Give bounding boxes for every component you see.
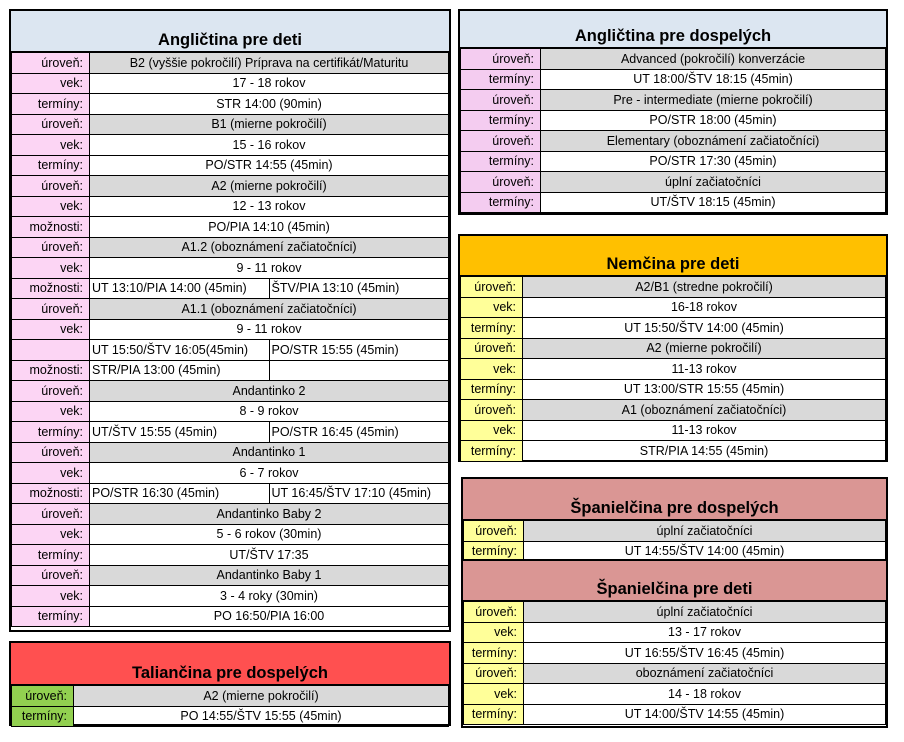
- table-row: [464, 602, 886, 623]
- nemcina-deti-table: [460, 276, 886, 462]
- row-label: úroveň:: [461, 338, 523, 359]
- table-row: [12, 135, 449, 156]
- table-row: [461, 379, 886, 400]
- row-label: termíny:: [461, 192, 541, 213]
- schedule-option-left: UT 13:10/PIA 14:00 (45min): [90, 278, 270, 299]
- row-label: termíny:: [461, 379, 523, 400]
- row-label: úroveň:: [461, 131, 541, 152]
- table-row: [464, 704, 886, 725]
- row-label: termíny:: [461, 318, 523, 339]
- value-cell: STR 14:00 (90min): [90, 94, 449, 115]
- row-label: vek:: [12, 196, 90, 217]
- row-label: vek:: [464, 684, 524, 705]
- level-cell: A2 (mierne pokročilí): [523, 338, 886, 359]
- table-row: [461, 400, 886, 421]
- value-cell: PO/PIA 14:10 (45min): [90, 217, 449, 238]
- value-cell: 12 - 13 rokov: [90, 196, 449, 217]
- value-cell: PO 16:50/PIA 16:00: [90, 606, 449, 627]
- table-row: [12, 73, 449, 94]
- row-label: termíny:: [461, 110, 541, 131]
- row-label: vek:: [461, 420, 523, 441]
- row-label: vek:: [12, 135, 90, 156]
- row-label: úroveň:: [12, 686, 74, 707]
- table-row: [12, 565, 449, 586]
- value-cell: 11-13 rokov: [523, 359, 886, 380]
- schedule-option-left: UT/ŠTV 15:55 (45min): [90, 422, 270, 443]
- level-cell: B1 (mierne pokročilí): [90, 114, 449, 135]
- row-label: možnosti:: [12, 278, 90, 299]
- anglictina-deti-panel: [9, 9, 451, 632]
- row-label: úroveň:: [12, 442, 90, 463]
- row-label: vek:: [12, 73, 90, 94]
- anglictina-dospelych-table: [460, 48, 886, 213]
- row-label: úroveň:: [461, 400, 523, 421]
- table-row: [464, 622, 886, 643]
- value-cell: UT/ŠTV 17:35: [90, 545, 449, 566]
- table-row: [464, 521, 886, 542]
- row-label: možnosti:: [12, 360, 90, 381]
- row-label: termíny:: [12, 706, 74, 727]
- value-cell: UT 15:50/ŠTV 14:00 (45min): [523, 318, 886, 339]
- table-row: [461, 172, 886, 193]
- row-label: termíny:: [12, 606, 90, 627]
- row-label: úroveň:: [12, 381, 90, 402]
- table-row: [12, 217, 449, 238]
- taliancina-dospelych-panel: [9, 641, 451, 726]
- table-row: [12, 53, 449, 74]
- row-label: vek:: [12, 463, 90, 484]
- row-label: úroveň:: [461, 90, 541, 111]
- row-label: vek:: [12, 401, 90, 422]
- spanielcina-dospelych-panel: [461, 477, 888, 561]
- level-cell: Elementary (oboznámení začiatočníci): [541, 131, 886, 152]
- value-cell: 5 - 6 rokov (30min): [90, 524, 449, 545]
- row-label: termíny:: [461, 151, 541, 172]
- table-row: [12, 360, 449, 381]
- table-row: [461, 318, 886, 339]
- schedule-option-left: UT 15:50/ŠTV 16:05(45min): [90, 340, 270, 361]
- table-row: [461, 69, 886, 90]
- level-cell: Andantinko Baby 1: [90, 565, 449, 586]
- table-row: [461, 359, 886, 380]
- value-cell: 11-13 rokov: [523, 420, 886, 441]
- table-row: [461, 297, 886, 318]
- level-cell: A2/B1 (stredne pokročilí): [523, 277, 886, 298]
- row-label: úroveň:: [12, 565, 90, 586]
- value-cell: 15 - 16 rokov: [90, 135, 449, 156]
- row-label: úroveň:: [12, 504, 90, 525]
- taliancina-dospelych-title: Taliančina pre dospelých: [11, 643, 449, 685]
- nemcina-deti-title: Nemčina pre deti: [460, 236, 886, 276]
- schedule-option-left: PO/STR 16:30 (45min): [90, 483, 270, 504]
- level-cell: Andantinko 2: [90, 381, 449, 402]
- row-label: úroveň:: [461, 49, 541, 70]
- table-row: [12, 422, 449, 443]
- level-cell: A1.2 (oboznámení začiatočníci): [90, 237, 449, 258]
- row-label: úroveň:: [461, 172, 541, 193]
- row-label: možnosti:: [12, 483, 90, 504]
- row-label: termíny:: [464, 704, 524, 725]
- row-label: vek:: [12, 319, 90, 340]
- spanielcina-deti-panel: [461, 559, 888, 728]
- row-label: vek:: [12, 586, 90, 607]
- value-cell: PO/STR 17:30 (45min): [541, 151, 886, 172]
- value-cell: UT 18:00/ŠTV 18:15 (45min): [541, 69, 886, 90]
- value-cell: 8 - 9 rokov: [90, 401, 449, 422]
- table-row: [464, 663, 886, 684]
- value-cell: UT/ŠTV 18:15 (45min): [541, 192, 886, 213]
- table-row: [12, 381, 449, 402]
- value-cell: UT 14:00/ŠTV 14:55 (45min): [524, 704, 886, 725]
- row-label: úroveň:: [12, 299, 90, 320]
- level-cell: oboznámení začiatočníci: [524, 663, 886, 684]
- row-label: termíny:: [464, 643, 524, 664]
- table-row: [12, 114, 449, 135]
- table-row: [464, 643, 886, 664]
- table-row: [12, 176, 449, 197]
- schedule-option-right: PO/STR 15:55 (45min): [269, 340, 449, 361]
- table-row: [12, 196, 449, 217]
- row-label: úroveň:: [12, 114, 90, 135]
- value-cell: 17 - 18 rokov: [90, 73, 449, 94]
- value-cell: 3 - 4 roky (30min): [90, 586, 449, 607]
- table-row: [464, 684, 886, 705]
- schedule-option-right: [269, 360, 449, 381]
- table-row: [12, 340, 449, 361]
- anglictina-dospelych-title: Angličtina pre dospelých: [460, 11, 886, 48]
- value-cell: 6 - 7 rokov: [90, 463, 449, 484]
- row-label: úroveň:: [464, 602, 524, 623]
- row-label: termíny:: [464, 541, 524, 562]
- table-row: [12, 524, 449, 545]
- table-row: [461, 277, 886, 298]
- table-row: [12, 545, 449, 566]
- spanielcina-dospelych-table: [463, 520, 886, 562]
- spanielcina-deti-title: Španielčina pre deti: [463, 561, 886, 601]
- value-cell: 9 - 11 rokov: [90, 319, 449, 340]
- table-row: [12, 94, 449, 115]
- table-row: [461, 151, 886, 172]
- row-label: úroveň:: [12, 53, 90, 74]
- value-cell: UT 16:55/ŠTV 16:45 (45min): [524, 643, 886, 664]
- table-row: [461, 441, 886, 462]
- table-row: [12, 606, 449, 627]
- row-label: termíny:: [12, 155, 90, 176]
- table-row: [12, 586, 449, 607]
- spanielcina-deti-table: [463, 601, 886, 725]
- table-row: [12, 504, 449, 525]
- level-cell: Advanced (pokročilí) konverzácie: [541, 49, 886, 70]
- table-row: [461, 110, 886, 131]
- row-label: úroveň:: [12, 176, 90, 197]
- table-row: [461, 49, 886, 70]
- level-cell: úplní začiatočníci: [524, 521, 886, 542]
- table-row: [12, 401, 449, 422]
- row-label: možnosti:: [12, 217, 90, 238]
- schedule-option-left: STR/PIA 13:00 (45min): [90, 360, 270, 381]
- table-row: [12, 237, 449, 258]
- row-label: termíny:: [12, 422, 90, 443]
- row-label: úroveň:: [464, 521, 524, 542]
- table-row: [12, 299, 449, 320]
- anglictina-dospelych-panel: [458, 9, 888, 215]
- spanielcina-dospelych-title: Španielčina pre dospelých: [463, 479, 886, 520]
- value-cell: PO/STR 14:55 (45min): [90, 155, 449, 176]
- level-cell: úplní začiatočníci: [541, 172, 886, 193]
- level-cell: Andantinko Baby 2: [90, 504, 449, 525]
- row-label: vek:: [12, 258, 90, 279]
- table-row: [461, 131, 886, 152]
- row-label: vek:: [461, 297, 523, 318]
- row-label: termíny:: [461, 441, 523, 462]
- table-row: [12, 278, 449, 299]
- row-label: vek:: [461, 359, 523, 380]
- table-row: [461, 192, 886, 213]
- schedule-option-right: UT 16:45/ŠTV 17:10 (45min): [269, 483, 449, 504]
- row-label: termíny:: [12, 94, 90, 115]
- value-cell: 13 - 17 rokov: [524, 622, 886, 643]
- level-cell: A2 (mierne pokročilí): [90, 176, 449, 197]
- table-row: [12, 483, 449, 504]
- value-cell: 9 - 11 rokov: [90, 258, 449, 279]
- value-cell: UT 13:00/STR 15:55 (45min): [523, 379, 886, 400]
- row-label: termíny:: [461, 69, 541, 90]
- value-cell: 16-18 rokov: [523, 297, 886, 318]
- schedule-option-right: ŠTV/PIA 13:10 (45min): [269, 278, 449, 299]
- schedule-option-right: PO/STR 16:45 (45min): [269, 422, 449, 443]
- table-row: [12, 686, 449, 707]
- row-label: úroveň:: [461, 277, 523, 298]
- anglictina-deti-table: [11, 52, 449, 627]
- row-label: vek:: [12, 524, 90, 545]
- value-cell: PO/STR 18:00 (45min): [541, 110, 886, 131]
- table-row: [461, 420, 886, 441]
- row-label: termíny:: [12, 545, 90, 566]
- level-cell: úplní začiatočníci: [524, 602, 886, 623]
- nemcina-deti-panel: [458, 234, 888, 462]
- table-row: [461, 90, 886, 111]
- level-cell: A1 (oboznámení začiatočníci): [523, 400, 886, 421]
- level-cell: B2 (vyššie pokročilí) Príprava na certifikát/Maturitu: [90, 53, 449, 74]
- level-cell: A1.1 (oboznámení začiatočníci): [90, 299, 449, 320]
- row-label: úroveň:: [464, 663, 524, 684]
- row-label: úroveň:: [12, 237, 90, 258]
- value-cell: 14 - 18 rokov: [524, 684, 886, 705]
- row-label: vek:: [464, 622, 524, 643]
- level-cell: A2 (mierne pokročilí): [74, 686, 449, 707]
- value-cell: PO 14:55/ŠTV 15:55 (45min): [74, 706, 449, 727]
- value-cell: UT 14:55/ŠTV 14:00 (45min): [524, 541, 886, 562]
- row-label: [12, 340, 90, 361]
- taliancina-dospelych-table: [11, 685, 449, 727]
- table-row: [12, 442, 449, 463]
- table-row: [461, 338, 886, 359]
- table-row: [12, 463, 449, 484]
- anglictina-deti-title: Angličtina pre deti: [11, 11, 449, 52]
- table-row: [12, 319, 449, 340]
- table-row: [12, 155, 449, 176]
- table-row: [12, 706, 449, 727]
- table-row: [12, 258, 449, 279]
- level-cell: Pre - intermediate (mierne pokročilí): [541, 90, 886, 111]
- value-cell: STR/PIA 14:55 (45min): [523, 441, 886, 462]
- level-cell: Andantinko 1: [90, 442, 449, 463]
